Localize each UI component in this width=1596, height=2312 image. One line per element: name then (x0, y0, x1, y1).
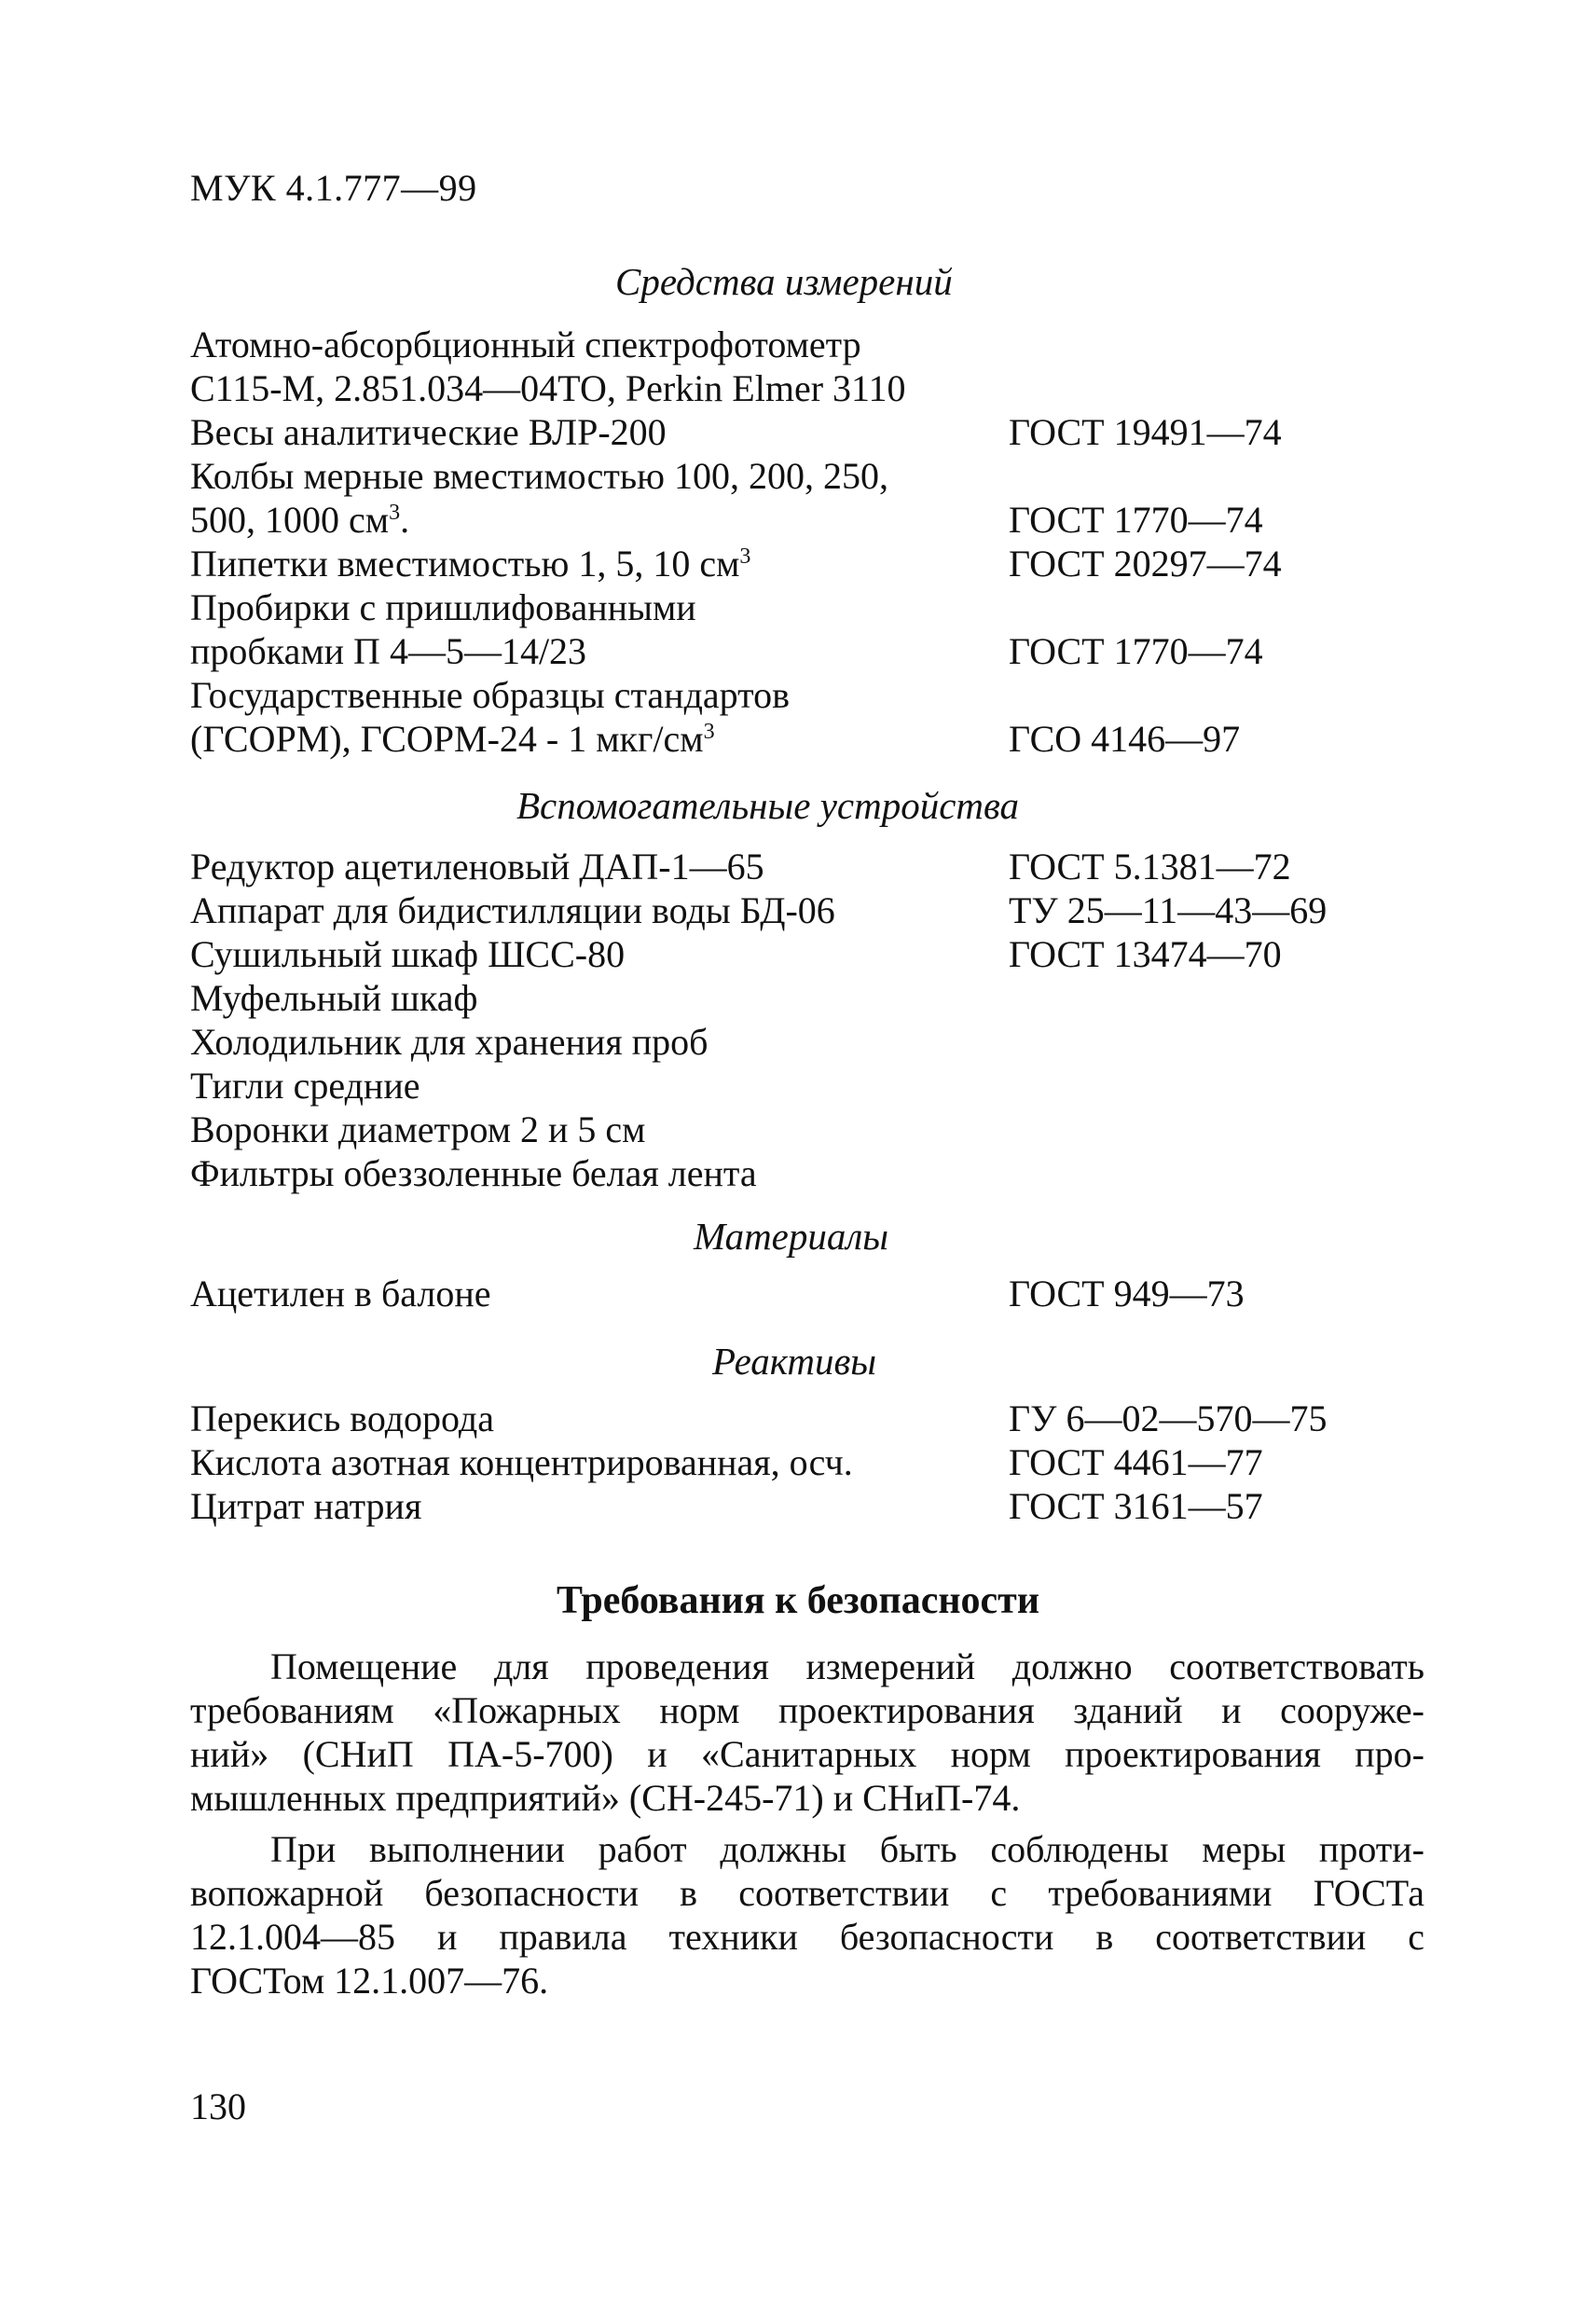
section-title-measuring-instruments: Средства измерений (615, 260, 953, 303)
list-item: Муфельный шкаф (190, 977, 478, 1019)
auxiliary-devices-list (190, 845, 1402, 1195)
list-item: Пробирки с пришлифованными (190, 586, 696, 628)
safety-paragraph-1: Помещение для проведения измерений должно соответствовать требованиям «Пожарных норм проектирования зданий и сооруже- ний» (СНиП ПА-5-700) и «Санитарных норм проектирования про- мышленных предприятий» (СН-245-71) и СНиП-74. (190, 1645, 1424, 1819)
list-item: Тигли средние (190, 1065, 420, 1107)
list-item: Фильтры обеззоленные белая лента (190, 1152, 757, 1194)
list-item: Перекись водорода ГУ 6—02—570—75 (190, 1397, 1328, 1439)
list-item: Ацетилен в балоне ГОСТ 949—73 (190, 1273, 1245, 1314)
list-item: Пипетки вместимостью 1, 5, 10 $см^3$ ГОСТ 20297—74 (190, 543, 1282, 585)
list-item: Атомно-абсорбционный спектрофотометр (190, 323, 861, 365)
list-item: Аппарат для бидистилляции воды БД-06 ТУ 25—11—43—69 (190, 889, 1328, 931)
safety-paragraph-2: При выполнении работ должны быть соблюдены меры проти- вопожарной безопасности в соответствии с требованиями ГОСТа 12.1.004—85 и правила техники безопасности в соответствии с ГОСТом 12.1.007—76. (190, 1828, 1424, 2002)
section-title-materials: Материалы (694, 1215, 889, 1258)
list-item: Воронки диаметром 2 и 5 см (190, 1108, 646, 1150)
list-item: Кислота азотная концентрированная, осч. ГОСТ 4461—77 (190, 1441, 1263, 1483)
document-header: МУК 4.1.777—99 (190, 167, 477, 209)
list-item: Сушильный шкаф ШСС-80 ГОСТ 13474—70 (190, 933, 1282, 975)
list-item: Цитрат натрия ГОСТ 3161—57 (190, 1485, 1263, 1527)
list-item: пробками П 4—5—14/23 ГОСТ 1770—74 (190, 630, 1263, 672)
list-item: Весы аналитические ВЛР-200 ГОСТ 19491—74 (190, 411, 1282, 453)
materials-list (190, 1272, 1402, 1315)
list-item: (ГСОРМ), ГСОРМ-24 - 1 мкг/$см^3$ ГСО 4146—97 (190, 718, 1241, 760)
safety-requirements-title: Требования к безопасности (556, 1579, 1040, 1622)
list-item: С115-М, 2.851.034—04ТО, Perkin Elmer 3110 (190, 367, 906, 409)
list-item: Государственные образцы стандартов (190, 674, 790, 716)
list-item: 500, 1000 $см^3$. ГОСТ 1770—74 (190, 499, 1263, 541)
list-item: Редуктор ацетиленовый ДАП-1—65 ГОСТ 5.1381—72 (190, 846, 1291, 888)
reagents-list (190, 1397, 1402, 1528)
section-title-reagents: Реактивы (712, 1340, 877, 1383)
measuring-instruments-list (190, 323, 1402, 761)
page-number: 130 (190, 2085, 246, 2127)
list-item: Холодильник для хранения проб (190, 1021, 709, 1063)
list-item: Колбы мерные вместимостью 100, 200, 250, (190, 455, 889, 497)
section-title-auxiliary-devices: Вспомогательные устройства (516, 784, 1020, 827)
